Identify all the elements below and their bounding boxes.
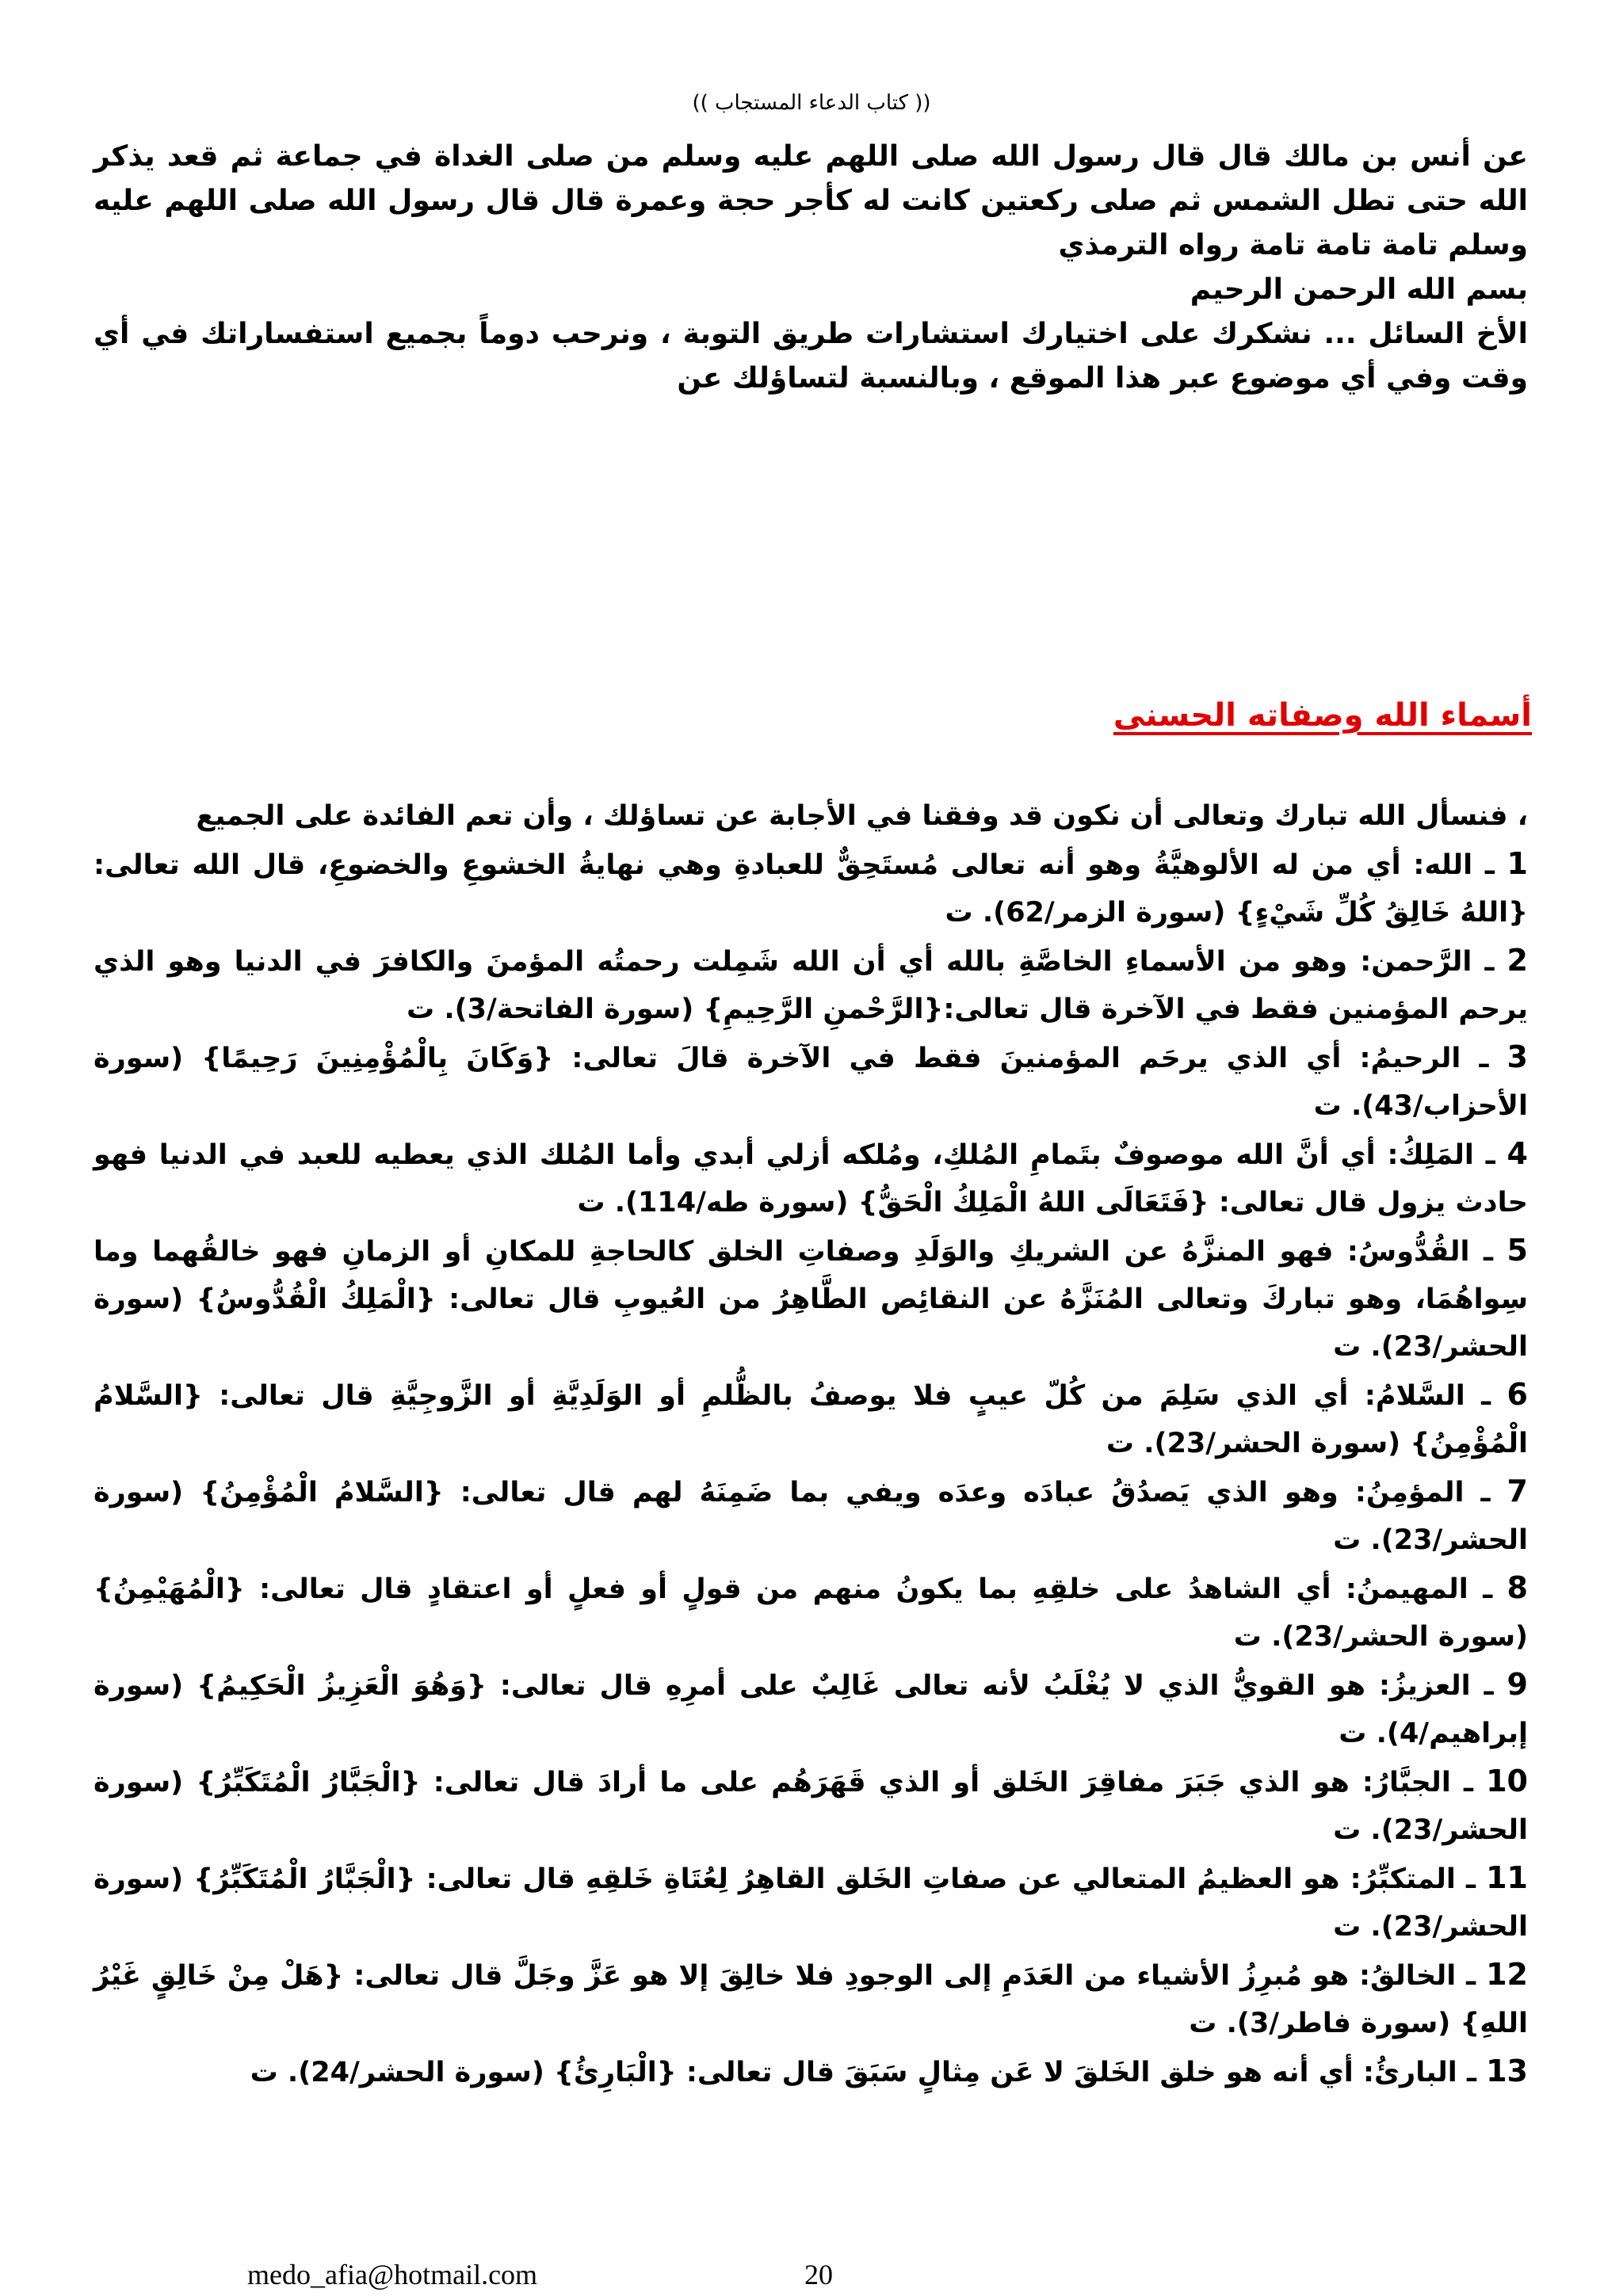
entry-number: 11 [1486,1860,1528,1895]
entry-text: ـ البارئُ: أي أنه هو خلق الخَلقَ لا عَن مِثالٍ سَبَقَ قال تعالى: {الْبَارِئُ} (سورة الحشر/24). ت [250,2057,1487,2088]
hadith-paragraph: عن أنس بن مالك قال قال رسول الله صلى اللهم عليه وسلم من صلى الغداة في جماعة ثم قعد يذكر الله حتى تطل الشمس ثم صلى ركعتين كانت له كأجر حجة وعمرة قال قال رسول الله صلى اللهم عليه وسلم تامة تامة تامة رواه الترمذي [94,140,1528,261]
entry-number: 2 [1507,943,1528,978]
entry-number: 7 [1507,1474,1528,1508]
name-entry-8 [94,1564,1528,1661]
name-entry-10 [94,1757,1528,1854]
name-entry-9 [94,1661,1528,1757]
name-entry-3 [94,1033,1528,1130]
intro-block [94,135,1528,401]
name-entry-1 [94,840,1528,936]
book-title-header: (( كتاب الدعاء المستجاب )) [692,91,931,115]
entry-number: 13 [1486,2054,1528,2088]
name-entry-5 [94,1226,1528,1371]
entry-text: ـ الله: أي من له الألوهيَّةُ وهو أنه تعالى مُستَحِقٌّ للعبادةِ وهي نهايةُ الخشوعِ والخضوعِ، قال الله تعالى: {اللهُ خَالِقُ كُلِّ شَيْءٍ} (سورة الزمر/62). ت [94,849,1528,929]
section-title: أسماء الله وصفاته الحسنى [1113,697,1532,734]
entry-number: 3 [1507,1039,1528,1074]
entry-text: ـ المهيمنُ: أي الشاهدُ على خلقِهِ بما يكونُ منهم من قولٍ أو فعلٍ أو اعتقادٍ قال تعالى: {الْمُهَيْمِنُ} (سورة الحشر/23). ت [94,1573,1528,1653]
page-number: 20 [804,2259,833,2290]
name-entry-12 [94,1951,1528,2047]
entry-text: ـ المَلِكُ: أي أنَّ الله موصوفٌ بتَمامِ المُلكِ، ومُلكه أزلي أبدي وأما المُلك الذي يعطيه للعبد في الدنيا فهو حادث يزول قال تعالى: {فَتَعَالَى اللهُ الْمَلِكُ الْحَقُّ} (سورة طه/114). ت [94,1139,1528,1219]
entry-number: 6 [1507,1377,1528,1412]
entry-text: ـ الرحيمُ: أي الذي يرحَم المؤمنينَ فقط في الآخرة قالَ تعالى: {وَكَانَ بِالْمُؤْمِنِينَ رَحِيمًا} (سورة الأحزاب/43). ت [94,1043,1528,1122]
entry-text: ـ المتكبِّرُ: هو العظيمُ المتعالي عن صفاتِ الخَلق القاهِرُ لِعُتَاةِ خَلقِهِ قال تعالى: {الْجَبَّارُ الْمُتَكَبِّرُ} (سورة الحشر/23). ت [94,1863,1528,1943]
basmala-line: بسم الله الرحمن الرحيم [1190,273,1528,306]
entry-text: ـ المؤمِنُ: وهو الذي يَصدُقُ عبادَه وعدَه ويفي بما ضَمِنَهُ لهم قال تعالى: {السَّلامُ الْمُؤْمِنُ} (سورة الحشر/23). ت [94,1477,1528,1556]
entry-text: ـ الخالقُ: هو مُبرِزُ الأشياء من العَدَمِ إلى الوجودِ فلا خالِقَ إلا هو عَزَّ وجَلَّ قال تعالى: {هَلْ مِنْ خَالِقٍ غَيْرُ اللهِ} (سورة فاطر/3). ت [94,1960,1528,2039]
name-entry-13 [94,2047,1528,2096]
entry-number: 4 [1507,1136,1528,1171]
entry-text: ـ القُدُّوسُ: فهو المنزَّهُ عن الشريكِ والوَلَدِ وصفاتِ الخلق كالحاجةِ للمكانِ أو الزمانِ فهو خالقُهما وما سِواهُمَا، وهو تباركَ وتعالى المُنَزَّهُ عن النقائِص الطَّاهِرُ من العُيوبِ قال تعالى: {الْمَلِكُ الْقُدُّوسُ} (سورة الحشر/23). ت [94,1236,1528,1363]
name-entry-2 [94,936,1528,1033]
entry-number: 1 [1507,846,1528,881]
entry-text: ـ الرَّحمن: وهو من الأسماءِ الخاصَّةِ بالله أي أن الله شَمِلت رحمتُه المؤمنَ والكافرَ في الدنيا وهو الذي يرحم المؤمنين فقط في الآخرة قال تعالى:{الرَّحْمنِ الرَّحِيمِ} (سورة الفاتحة/3). ت [94,946,1528,1025]
footer-email: medo_afia@hotmail.com [247,2259,538,2290]
entry-number: 5 [1507,1233,1528,1268]
name-entry-11 [94,1854,1528,1951]
entry-number: 8 [1507,1570,1528,1605]
entry-number: 10 [1486,1764,1528,1798]
names-list [94,792,1528,2096]
entry-number: 9 [1507,1667,1528,1702]
name-entry-4 [94,1130,1528,1226]
entry-number: 12 [1486,1957,1528,1992]
entry-text: ـ السَّلامُ: أي الذي سَلِمَ من كُلّ عيبٍ فلا يوصفُ بالظُّلمِ أو الوَلَدِيَّةِ أو الزَّوجِيَّةِ قال تعالى: {السَّلامُ الْمُؤْمِنُ} (سورة الحشر/23). ت [94,1380,1528,1459]
entry-text: ـ العزيزُ: هو القويُّ الذي لا يُغْلَبُ لأنه تعالى غَالِبٌ على أمرِهِ قال تعالى: {وَهُوَ الْعَزِيزُ الْحَكِيمُ} (سورة إبراهيم/4). ت [94,1670,1528,1749]
name-entry-7 [94,1467,1528,1564]
entry-text: ـ الجبَّارُ: هو الذي جَبَرَ مفاقِرَ الخَلق أو الذي قَهَرَهُم على ما أرادَ قال تعالى: {الْجَبَّارُ الْمُتَكَبِّرُ} (سورة الحشر/23). ت [94,1767,1528,1846]
name-entry-6 [94,1371,1528,1467]
greeting-paragraph: الأخ السائل ... نشكرك على اختيارك استشارات طريق التوبة ، ونرحب دوماً بجميع استفساراتك في أي وقت وفي أي موضوع عبر هذا الموقع ، وبالنسبة لتساؤلك عن [94,318,1528,395]
opening-line: ، فنسأل الله تبارك وتعالى أن نكون قد وفقنا في الأجابة عن تساؤلك ، وأن تعم الفائدة على الجميع [196,800,1528,832]
